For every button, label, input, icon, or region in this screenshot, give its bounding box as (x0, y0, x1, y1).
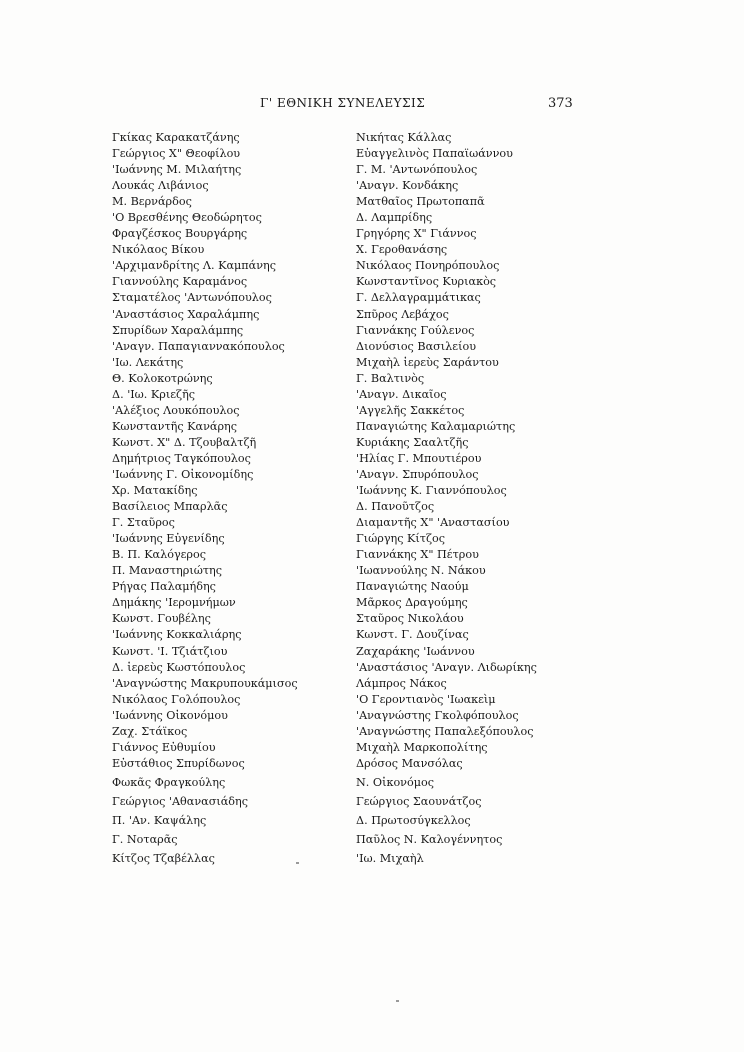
signatory-name: Κίτζος Τζαβέλλας (112, 852, 215, 866)
signatory-name: Β. Π. Καλόγερος (112, 548, 207, 562)
signatory-name: Γεώργιος 'Αθανασιάδης (112, 794, 248, 808)
running-title: Γ' ΕΘΝΙΚΗ ΣΥΝΕΛΕΥΣΙΣ (260, 96, 426, 110)
signatory-name: Φραγζέσκος Βουργάρης (112, 227, 248, 241)
signatory-name: Γ. Δελλαγραμμάτικας (356, 291, 481, 305)
signatory-name: Γρηγόρης Χ" Γιάννος (356, 227, 477, 241)
signatory-name: Γιαννούλης Καραμάνος (112, 275, 248, 289)
signatory-name: Παναγιώτης Ναούμ (356, 580, 469, 594)
signatory-name: Γιαννάκης Γούλενος (356, 323, 475, 337)
signatory-name: Γ. Νοταρᾶς (112, 833, 178, 847)
signatory-name: Νικόλαος Γολόπουλος (112, 692, 241, 706)
signatory-name: Γ. Μ. 'Αντωνόπουλος (356, 163, 478, 177)
signatory-name: Παναγιώτης Καλαμαριώτης (356, 419, 516, 433)
signatory-name: Γεώργιος Χ" Θεοφίλου (112, 147, 241, 161)
signatory-name: Παῦλος Ν. Καλογέννητος (356, 833, 503, 847)
signatory-name: Μ. Βερνάρδος (112, 195, 192, 209)
signatory-name: Γιαννάκης Χ" Πέτρου (356, 548, 479, 562)
signatory-name: Εὐστάθιος Σπυρίδωνος (112, 756, 245, 770)
signatory-name: Δρόσος Μανσόλας (356, 756, 463, 770)
signatory-name: 'Αναγνώστης Παπαλεξόπουλος (356, 724, 534, 738)
signatory-name: Βασίλειος Μπαρλᾶς (112, 500, 228, 514)
signatory-name: Π. Μαναστηριώτης (112, 564, 223, 578)
signatory-name: 'Αλέξιος Λουκόπουλος (112, 403, 240, 417)
signatory-name: Θ. Κολοκοτρώνης (112, 371, 213, 385)
signatory-name: Φωκᾶς Φραγκούλης (112, 775, 226, 789)
signatory-name: 'Αναγνώστης Γκολφόπουλος (356, 708, 519, 722)
signatory-name: Ρήγας Παλαμήδης (112, 580, 216, 594)
signatory-name: 'Αναγν. Σπυρόπουλος (356, 467, 479, 481)
signatory-name: Σταματέλος 'Αντωνόπουλος (112, 291, 272, 305)
signatory-name: Εὐαγγελινὸς Παπαϊωάννου (356, 147, 513, 161)
signatories-left-column (112, 130, 298, 867)
signatory-name: Ματθαῖος Πρωτοπαπᾶ (356, 195, 485, 209)
signatory-name: Γκίκας Καρακατζάνης (112, 131, 240, 144)
signatory-name: Ζαχαράκης 'Ιωάννου (356, 644, 475, 658)
signatory-name: Κυριάκης Σααλτζῆς (356, 435, 469, 449)
print-speck (396, 1000, 399, 1002)
signatory-name: Γιάννος Εὐθυμίου (112, 740, 216, 754)
signatory-name: 'Ιωάννης Κοκκαλιάρης (112, 628, 242, 642)
signatory-name: Δ. 'Ιω. Κριεζῆς (112, 387, 196, 401)
signatory-name: Γ. Βαλτινὸς (356, 371, 425, 385)
signatory-name: Κωνστ. Γουβέλης (112, 612, 211, 626)
signatory-name: 'Αναγν. Δικαῖος (356, 387, 447, 401)
signatory-name: Γ. Σταῦρος (112, 516, 175, 530)
signatory-name: 'Ιωάννης Μ. Μιλαήτης (112, 163, 242, 177)
signatory-name: Διαμαντῆς Χ" 'Αναστασίου (356, 516, 510, 530)
signatory-name: Κωνστ. Γ. Δουζίνας (356, 628, 469, 642)
signatory-name: Δ. Λαμπρίδης (356, 211, 433, 225)
signatory-name: Δ. Πρωτοσύγκελλος (356, 813, 471, 827)
signatory-name: 'Ιω. Λεκάτης (112, 355, 184, 369)
signatory-name: 'Ο Γεροντιανὸς 'Ιωακεὶμ (356, 692, 496, 706)
signatory-name: Νικόλαος Πονηρόπουλος (356, 259, 500, 273)
signatory-name: 'Ιωάννης Οἰκονόμου (112, 708, 228, 722)
signatory-name: 'Αναστάσιος Χαραλάμπης (112, 307, 260, 321)
signatory-name: Γεώργιος Σαουνάτζος (356, 794, 482, 808)
signatory-name: Χ. Γεροθανάσης (356, 243, 448, 257)
signatory-name: 'Αναγν. Παπαγιαννακόπουλος (112, 339, 285, 353)
signatory-name: Κωνσταντῖνος Κυριακὸς (356, 275, 497, 289)
page-number: 373 (548, 96, 573, 111)
signatory-name: 'Αναγν. Κονδάκης (356, 179, 459, 193)
signatory-name: Χρ. Ματακίδης (112, 484, 198, 498)
signatory-name: Γιώργης Κίτζος (356, 532, 446, 546)
signatory-name: 'Ο Βρεσθένης Θεοδώρητος (112, 211, 262, 225)
signatory-name: Δ. Πανοῦτζος (356, 500, 435, 514)
signatory-name: Π. 'Αν. Καψάλης (112, 813, 207, 827)
signatory-name: 'Αρχιμανδρίτης Λ. Καμπάνης (112, 259, 276, 273)
signatory-name: 'Αναστάσιος 'Αναγν. Λιδωρίκης (356, 660, 537, 674)
signatory-name: Κωνστ. 'Ι. Τζιάτζιου (112, 644, 228, 658)
signatory-name: Μᾶρκος Δραγούμης (356, 596, 468, 610)
signatory-name: 'Αγγελῆς Σακκέτος (356, 403, 465, 417)
signatory-name: Ζαχ. Στάϊκος (112, 724, 188, 738)
signatory-name: Ν. Οἰκονόμος (356, 775, 434, 789)
signatory-name: 'Ιωαννούλης Ν. Νάκου (356, 564, 486, 578)
signatory-name: 'Ιω. Μιχαὴλ (356, 852, 424, 866)
signatory-name: Δημήτριος Ταγκόπουλος (112, 451, 251, 465)
print-speck (296, 862, 299, 864)
signatory-name: 'Ηλίας Γ. Μπουτιέρου (356, 451, 482, 465)
signatory-name: Κωνσταντῆς Κανάρης (112, 419, 237, 433)
signatory-name: Μιχαὴλ Μαρκοπολίτης (356, 740, 488, 754)
signatory-name: 'Αναγνώστης Μακρυπουκάμισος (112, 676, 298, 690)
signatory-name: Νικόλαος Βίκου (112, 243, 205, 257)
signatory-name: 'Ιωάννης Κ. Γιαννόπουλος (356, 484, 507, 498)
signatories-right-column (356, 130, 537, 867)
signatory-name: Διονύσιος Βασιλείου (356, 339, 476, 353)
signatory-name: Σπῦρος Λεβάχος (356, 307, 449, 321)
signatory-name: Σταῦρος Νικολάου (356, 612, 464, 626)
signatory-name: Νικήτας Κάλλας (356, 131, 452, 144)
signatory-name: Λάμπρος Νάκος (356, 676, 447, 690)
signatory-name: Δημάκης 'Ιερομνήμων (112, 596, 236, 610)
signatory-name: Δ. ἱερεὺς Κωστόπουλος (112, 660, 246, 674)
signatory-name: 'Ιωάννης Εὐγενίδης (112, 532, 225, 546)
signatory-name: 'Ιωάννης Γ. Οἰκονομίδης (112, 467, 254, 481)
signatory-name: Λουκάς Λιβάνιος (112, 179, 209, 193)
signatory-name: Κωνστ. Χ" Δ. Τζουβαλτζῆ (112, 435, 257, 449)
signatory-name: Σπυρίδων Χαραλάμπης (112, 323, 244, 337)
signatory-name: Μιχαὴλ ἱερεὺς Σαράντου (356, 355, 499, 369)
